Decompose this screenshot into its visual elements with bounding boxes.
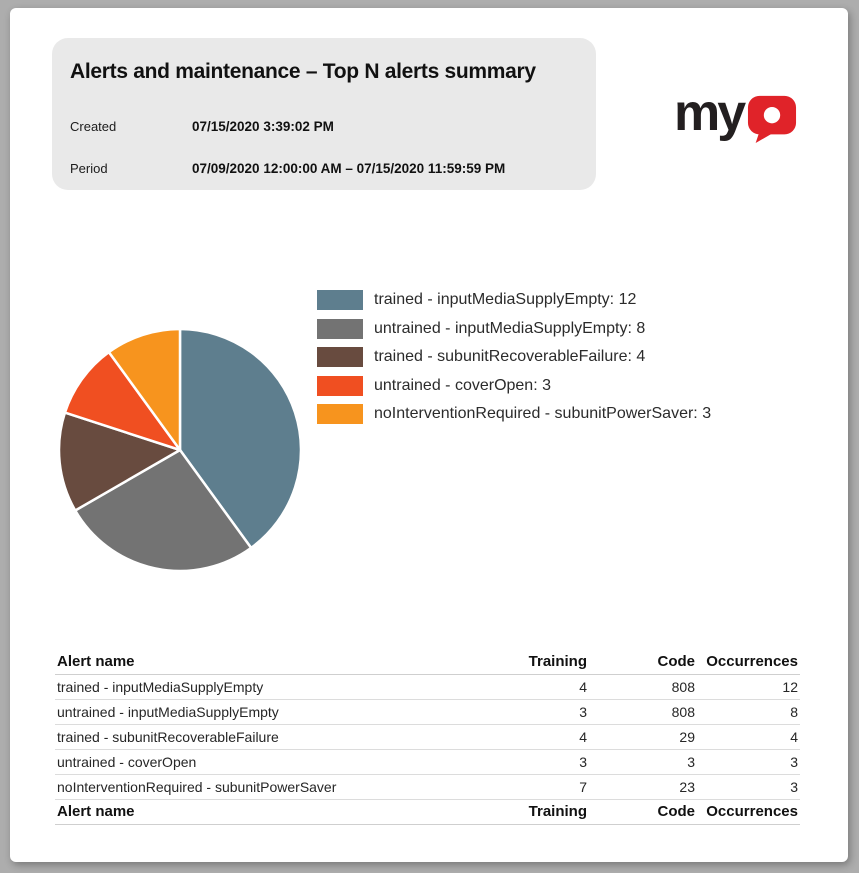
value-cell: 23 [589,775,697,800]
table-header-cell: Training [485,650,589,675]
value-cell: 808 [589,675,697,700]
created-row [70,118,334,136]
legend-item-2 [317,347,711,367]
created-label: Created [70,119,117,134]
value-cell: 3 [697,775,800,800]
table-row [55,675,800,700]
myq-logo [674,84,797,144]
chart-legend [317,290,711,433]
legend-label: trained - subunitRecoverableFailure: 4 [374,348,646,365]
legend-swatch-icon [317,319,363,339]
table-row [55,725,800,750]
alert-name-cell: trained - subunitRecoverableFailure [55,725,485,750]
value-cell: 8 [697,700,800,725]
table-header [55,650,800,675]
created-value: 07/15/2020 3:39:02 PM [192,119,334,134]
page-title: Alerts and maintenance – Top N alerts summary [70,60,536,83]
value-cell: 3 [697,750,800,775]
table-footer-row [55,800,800,825]
table-header-row [55,650,800,675]
myq-logo-text: my [674,84,744,142]
table-body [55,675,800,800]
table-footer-cell: Alert name [55,800,485,825]
legend-item-3 [317,376,711,396]
table-footer [55,800,800,825]
value-cell: 29 [589,725,697,750]
value-cell: 4 [485,725,589,750]
legend-swatch-icon [317,290,363,310]
myq-logo-q-icon [747,94,797,144]
value-cell: 808 [589,700,697,725]
pie-chart [55,325,305,575]
value-cell: 3 [589,750,697,775]
alerts-table [55,650,800,825]
legend-item-0 [317,290,711,310]
legend-swatch-icon [317,404,363,424]
alert-name-cell: trained - inputMediaSupplyEmpty [55,675,485,700]
alert-name-cell: noInterventionRequired - subunitPowerSaver [55,775,485,800]
legend-swatch-icon [317,347,363,367]
period-value: 07/09/2020 12:00:00 AM – 07/15/2020 11:59:59 PM [192,161,506,176]
legend-item-4 [317,404,711,424]
table-footer-cell: Code [589,800,697,825]
table-header-cell: Occurrences [697,650,800,675]
value-cell: 3 [485,700,589,725]
legend-label: trained - inputMediaSupplyEmpty: 12 [374,291,637,308]
legend-label: untrained - coverOpen: 3 [374,376,551,394]
legend-label: untrained - inputMediaSupplyEmpty: 8 [374,319,646,337]
period-row [70,160,505,178]
table-footer-cell: Training [485,800,589,825]
value-cell: 4 [485,675,589,700]
value-cell: 7 [485,775,589,800]
value-cell: 12 [697,675,800,700]
table-header-cell: Code [589,650,697,675]
table-row [55,750,800,775]
alert-name-cell: untrained - coverOpen [55,750,485,775]
period-label: Period [70,161,108,176]
table-footer-cell: Occurrences [697,800,800,825]
legend-swatch-icon [317,376,363,396]
report-header [52,38,596,190]
table-header-cell: Alert name [55,650,485,675]
table-row [55,700,800,725]
value-cell: 3 [485,750,589,775]
legend-label: noInterventionRequired - subunitPowerSaver: 3 [374,405,712,422]
alert-name-cell: untrained - inputMediaSupplyEmpty [55,700,485,725]
report-page [10,8,848,862]
value-cell: 4 [697,725,800,750]
legend-item-1 [317,319,711,339]
table-row [55,775,800,800]
